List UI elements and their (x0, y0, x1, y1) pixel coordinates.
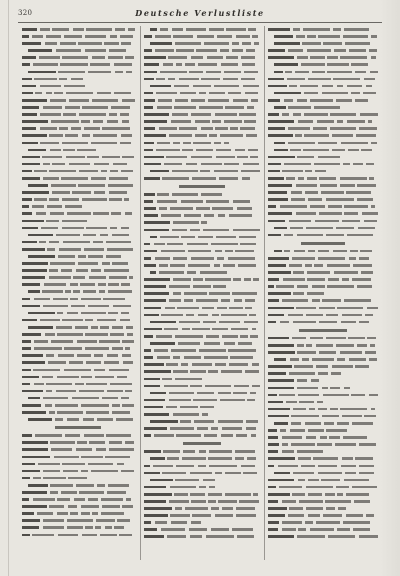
list-entry (268, 434, 378, 441)
section-heading (268, 326, 378, 335)
list-entry (268, 248, 378, 255)
list-entry (144, 241, 260, 248)
text-column-2 (144, 26, 260, 566)
list-entry (144, 347, 260, 354)
list-entry (268, 76, 378, 83)
list-entry (268, 47, 378, 54)
list-entry (268, 512, 378, 519)
section-heading (144, 182, 260, 191)
list-entry (144, 90, 260, 97)
list-entry (22, 189, 135, 196)
list-entry (268, 399, 378, 406)
list-entry (144, 147, 260, 154)
column-divider (140, 26, 141, 560)
list-entry (22, 402, 135, 409)
list-entry (22, 267, 135, 274)
list-entry (268, 413, 378, 420)
list-entry (144, 470, 260, 477)
list-entry (144, 455, 260, 462)
list-entry (144, 312, 260, 319)
list-entry (144, 463, 260, 470)
list-entry (22, 26, 135, 33)
list-entry (22, 359, 135, 366)
list-entry (144, 505, 260, 512)
list-entry (22, 225, 135, 232)
list-entry (268, 210, 378, 217)
list-entry (144, 319, 260, 326)
list-entry (22, 161, 135, 168)
list-entry (22, 260, 135, 267)
list-entry (144, 290, 260, 297)
list-entry (22, 432, 135, 439)
list-entry (144, 361, 260, 368)
list-entry (22, 168, 135, 175)
list-entry (144, 111, 260, 118)
list-entry (144, 198, 260, 205)
list-entry (22, 317, 135, 324)
column-divider (264, 26, 265, 560)
list-entry (268, 342, 378, 349)
list-entry (144, 519, 260, 526)
list-entry (268, 533, 378, 540)
list-entry (22, 196, 135, 203)
list-entry (144, 118, 260, 125)
list-entry (144, 97, 260, 104)
list-entry (144, 491, 260, 498)
list-entry (144, 376, 260, 383)
list-entry (144, 526, 260, 533)
list-entry (268, 477, 378, 484)
list-entry (22, 324, 135, 331)
list-entry (268, 189, 378, 196)
list-entry (144, 54, 260, 61)
list-entry (22, 47, 135, 54)
list-entry (22, 446, 135, 453)
list-entry (22, 461, 135, 468)
list-entry (22, 288, 135, 295)
list-entry (144, 154, 260, 161)
list-entry (22, 345, 135, 352)
list-entry (144, 255, 260, 262)
list-entry (268, 406, 378, 413)
list-entry (22, 482, 135, 489)
list-entry (22, 246, 135, 253)
list-entry (144, 161, 260, 168)
list-entry (144, 104, 260, 111)
page-title: Deutsche Verlustliste (135, 8, 265, 18)
list-entry (268, 312, 378, 319)
list-entry (144, 26, 260, 33)
list-entry (268, 526, 378, 533)
list-entry (22, 140, 135, 147)
list-entry (144, 191, 260, 198)
list-entry (144, 212, 260, 219)
list-entry (22, 338, 135, 345)
list-entry (144, 168, 260, 175)
list-entry (22, 253, 135, 260)
list-entry (144, 354, 260, 361)
list-entry (22, 203, 135, 210)
list-entry (22, 416, 135, 423)
list-entry (144, 125, 260, 132)
list-entry (144, 69, 260, 76)
list-entry (22, 118, 135, 125)
list-entry (144, 425, 260, 432)
list-entry (22, 210, 135, 217)
list-entry (144, 383, 260, 390)
paper-shading (380, 0, 400, 576)
list-entry (268, 385, 378, 392)
list-entry (268, 161, 378, 168)
list-entry (144, 175, 260, 182)
list-entry (22, 439, 135, 446)
list-entry (268, 297, 378, 304)
list-entry (268, 463, 378, 470)
list-entry (22, 274, 135, 281)
list-entry (144, 262, 260, 269)
list-entry (22, 296, 135, 303)
list-entry (22, 310, 135, 317)
list-entry (22, 154, 135, 161)
list-entry (268, 335, 378, 342)
list-entry (144, 390, 260, 397)
list-entry (144, 333, 260, 340)
list-entry (144, 484, 260, 491)
list-entry (268, 104, 378, 111)
list-entry (22, 54, 135, 61)
list-entry (268, 484, 378, 491)
list-entry (22, 61, 135, 68)
list-entry (268, 118, 378, 125)
list-entry (144, 33, 260, 40)
list-entry (22, 381, 135, 388)
list-entry (268, 377, 378, 384)
list-entry (268, 40, 378, 47)
list-entry (144, 297, 260, 304)
list-entry (268, 290, 378, 297)
list-entry (268, 154, 378, 161)
list-entry (144, 132, 260, 139)
list-entry (268, 111, 378, 118)
list-entry (268, 54, 378, 61)
list-entry (268, 182, 378, 189)
list-entry (144, 227, 260, 234)
list-entry (22, 104, 135, 111)
section-heading (268, 239, 378, 248)
section-heading (144, 439, 260, 448)
list-entry (144, 269, 260, 276)
list-entry (22, 83, 135, 90)
list-entry (22, 510, 135, 517)
list-entry (268, 420, 378, 427)
list-entry (22, 76, 135, 83)
list-entry (268, 33, 378, 40)
list-entry (268, 491, 378, 498)
list-entry (22, 475, 135, 482)
list-entry (268, 305, 378, 312)
list-entry (144, 205, 260, 212)
list-entry (144, 76, 260, 83)
list-entry (22, 111, 135, 118)
list-entry (268, 90, 378, 97)
list-entry (22, 503, 135, 510)
list-entry (22, 239, 135, 246)
list-entry (268, 225, 378, 232)
list-entry (144, 498, 260, 505)
list-entry (22, 281, 135, 288)
list-entry (22, 374, 135, 381)
list-entry (22, 90, 135, 97)
list-entry (268, 448, 378, 455)
list-entry (22, 388, 135, 395)
list-entry (22, 40, 135, 47)
list-entry (268, 349, 378, 356)
list-entry (268, 61, 378, 68)
list-entry (144, 83, 260, 90)
list-entry (22, 182, 135, 189)
list-entry (268, 363, 378, 370)
list-entry (22, 454, 135, 461)
text-column-1 (22, 26, 135, 566)
list-entry (268, 505, 378, 512)
list-entry (268, 147, 378, 154)
list-entry (144, 140, 260, 147)
list-entry (268, 97, 378, 104)
list-entry (268, 470, 378, 477)
list-entry (144, 40, 260, 47)
list-entry (268, 140, 378, 147)
list-entry (22, 532, 135, 539)
section-heading (22, 423, 135, 432)
list-entry (144, 276, 260, 283)
list-entry (144, 248, 260, 255)
list-entry (268, 175, 378, 182)
list-entry (144, 305, 260, 312)
list-entry (268, 427, 378, 434)
list-entry (22, 97, 135, 104)
list-entry (22, 125, 135, 132)
list-entry (268, 196, 378, 203)
list-entry (144, 283, 260, 290)
list-entry (22, 409, 135, 416)
list-entry (144, 404, 260, 411)
list-entry (22, 352, 135, 359)
list-entry (22, 367, 135, 374)
list-entry (22, 175, 135, 182)
list-entry (268, 441, 378, 448)
list-entry (268, 498, 378, 505)
list-entry (268, 269, 378, 276)
list-entry (144, 340, 260, 347)
text-column-3 (268, 26, 378, 566)
list-entry (22, 489, 135, 496)
list-entry (268, 83, 378, 90)
list-entry (144, 397, 260, 404)
list-entry (22, 517, 135, 524)
list-entry (144, 477, 260, 484)
list-entry (144, 432, 260, 439)
list-entry (268, 356, 378, 363)
list-entry (268, 276, 378, 283)
page-header (18, 8, 382, 23)
list-entry (268, 69, 378, 76)
list-entry (268, 392, 378, 399)
list-entry (268, 283, 378, 290)
list-entry (268, 370, 378, 377)
list-entry (268, 203, 378, 210)
list-entry (22, 468, 135, 475)
list-entry (22, 33, 135, 40)
list-entry (268, 232, 378, 239)
page-number: 320 (18, 9, 33, 17)
list-entry (22, 395, 135, 402)
list-entry (268, 262, 378, 269)
list-entry (144, 47, 260, 54)
list-entry (22, 147, 135, 154)
list-entry (268, 455, 378, 462)
list-entry (22, 303, 135, 310)
list-entry (268, 255, 378, 262)
list-entry (268, 168, 378, 175)
list-entry (144, 219, 260, 226)
list-entry (22, 496, 135, 503)
list-entry (268, 519, 378, 526)
page-edge (8, 0, 9, 576)
list-entry (144, 533, 260, 540)
list-entry (144, 368, 260, 375)
list-entry (144, 512, 260, 519)
list-entry (144, 418, 260, 425)
list-entry (268, 132, 378, 139)
list-entry (22, 331, 135, 338)
list-entry (268, 125, 378, 132)
list-entry (144, 234, 260, 241)
list-entry (22, 69, 135, 76)
list-entry (22, 232, 135, 239)
list-entry (144, 326, 260, 333)
list-entry (268, 218, 378, 225)
list-entry (144, 448, 260, 455)
list-entry (144, 411, 260, 418)
list-entry (144, 61, 260, 68)
list-entry (22, 132, 135, 139)
list-entry (22, 218, 135, 225)
list-entry (268, 319, 378, 326)
list-entry (22, 524, 135, 531)
list-entry (268, 26, 378, 33)
